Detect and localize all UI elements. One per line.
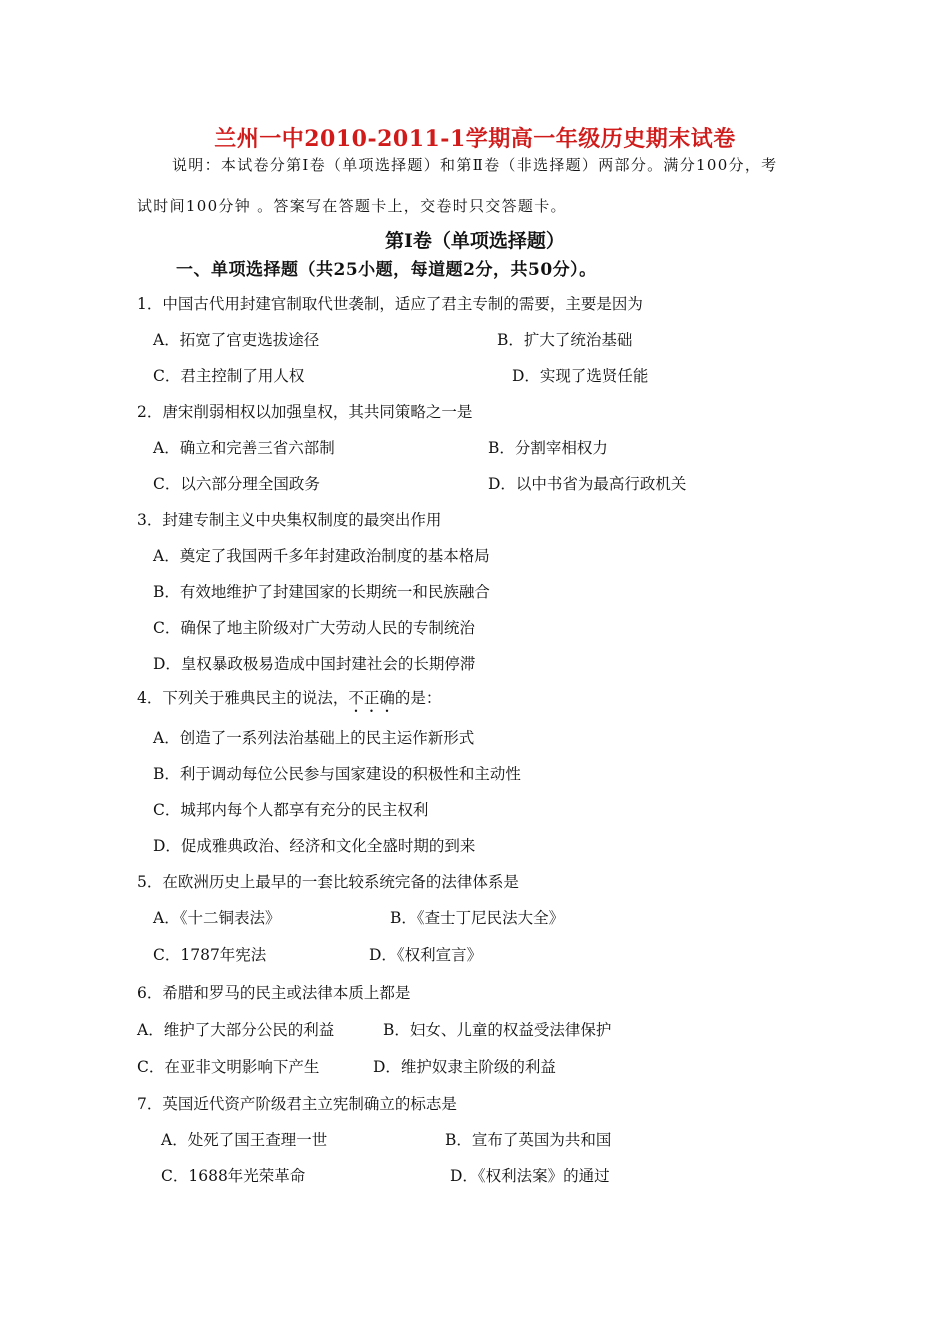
question-2-option-d: D．以中书省为最高行政机关 <box>488 475 687 493</box>
question-5-option-d: D．《权利宣言》 <box>369 946 483 964</box>
question-2-option-a: A．确立和完善三省六部制 <box>153 439 335 457</box>
question-2-option-c: C．以六部分理全国政务 <box>153 475 320 493</box>
question-4-emphasis: 不正确 <box>348 689 395 707</box>
question-2-stem: 2．唐宋削弱相权以加强皇权，其共同策略之一是 <box>137 403 473 421</box>
question-6-option-d: D．维护奴隶主阶级的利益 <box>373 1058 556 1076</box>
question-3-option-b: B．有效地维护了封建国家的长期统一和民族融合 <box>153 583 490 601</box>
question-1-option-d: D．实现了选贤任能 <box>512 367 649 385</box>
question-4-option-d: D．促成雅典政治、经济和文化全盛时期的到来 <box>153 837 476 855</box>
question-6-option-b: B．妇女、儿童的权益受法律保护 <box>383 1021 612 1039</box>
question-1-option-c: C．君主控制了用人权 <box>153 367 305 385</box>
question-5-option-a: A．《十二铜表法》 <box>153 909 281 927</box>
question-4-option-a: A．创造了一系列法治基础上的民主运作新形式 <box>153 729 475 747</box>
exam-instructions-line1: 说明：本试卷分第Ⅰ卷（单项选择题）和第Ⅱ卷（非选择题）两部分。满分100分，考 <box>172 156 778 174</box>
question-4-stem <box>137 686 441 716</box>
question-5-stem: 5．在欧洲历史上最早的一套比较系统完备的法律体系是 <box>137 873 519 891</box>
question-5-option-c: C．1787年宪法 <box>153 946 267 964</box>
question-3-stem: 3．封建专制主义中央集权制度的最突出作用 <box>137 511 442 529</box>
question-4-stem-after: 的是： <box>394 689 442 707</box>
question-1-option-a: A．拓宽了官吏选拔途径 <box>153 331 320 349</box>
question-7-option-c: C．1688年光荣革命 <box>161 1167 306 1185</box>
question-4-option-c: C．城邦内每个人都享有充分的民主权利 <box>153 801 429 819</box>
question-1-option-b: B．扩大了统治基础 <box>497 331 633 349</box>
question-1-stem: 1．中国古代用封建官制取代世袭制，适应了君主专制的需要，主要是因为 <box>137 295 643 313</box>
question-6-stem: 6．希腊和罗马的民主或法律本质上都是 <box>137 984 411 1002</box>
question-6-option-c: C．在亚非文明影响下产生 <box>137 1058 320 1076</box>
question-4-option-b: B．利于调动每位公民参与国家建设的积极性和主动性 <box>153 765 521 783</box>
section-subtitle: 一、单项选择题（共25小题，每道题2分，共50分）。 <box>176 260 597 280</box>
question-7-stem: 7．英国近代资产阶级君主立宪制确立的标志是 <box>137 1095 457 1113</box>
question-3-option-c: C．确保了地主阶级对广大劳动人民的专制统治 <box>153 619 475 637</box>
question-5-option-b: B．《查士丁尼民法大全》 <box>390 909 565 927</box>
exam-instructions-line2: 试时间100分钟 。答案写在答题卡上，交卷时只交答题卡。 <box>137 197 567 215</box>
question-7-option-a: A．处死了国王查理一世 <box>161 1131 328 1149</box>
question-3-option-d: D．皇权暴政极易造成中国封建社会的长期停滞 <box>153 655 476 673</box>
exam-title: 兰州一中2010-2011-1学期高一年级历史期末试卷 <box>214 126 736 152</box>
question-4-stem-before: 4．下列关于雅典民主的说法， <box>137 689 349 707</box>
question-7-option-b: B．宣布了英国为共和国 <box>445 1131 612 1149</box>
question-6-option-a: A．维护了大部分公民的利益 <box>137 1021 335 1039</box>
section-title: 第Ⅰ卷（单项选择题） <box>385 230 565 252</box>
question-2-option-b: B．分割宰相权力 <box>488 439 608 457</box>
question-3-option-a: A．奠定了我国两千多年封建政治制度的基本格局 <box>153 547 490 565</box>
question-7-option-d: D．《权利法案》的通过 <box>450 1167 610 1185</box>
